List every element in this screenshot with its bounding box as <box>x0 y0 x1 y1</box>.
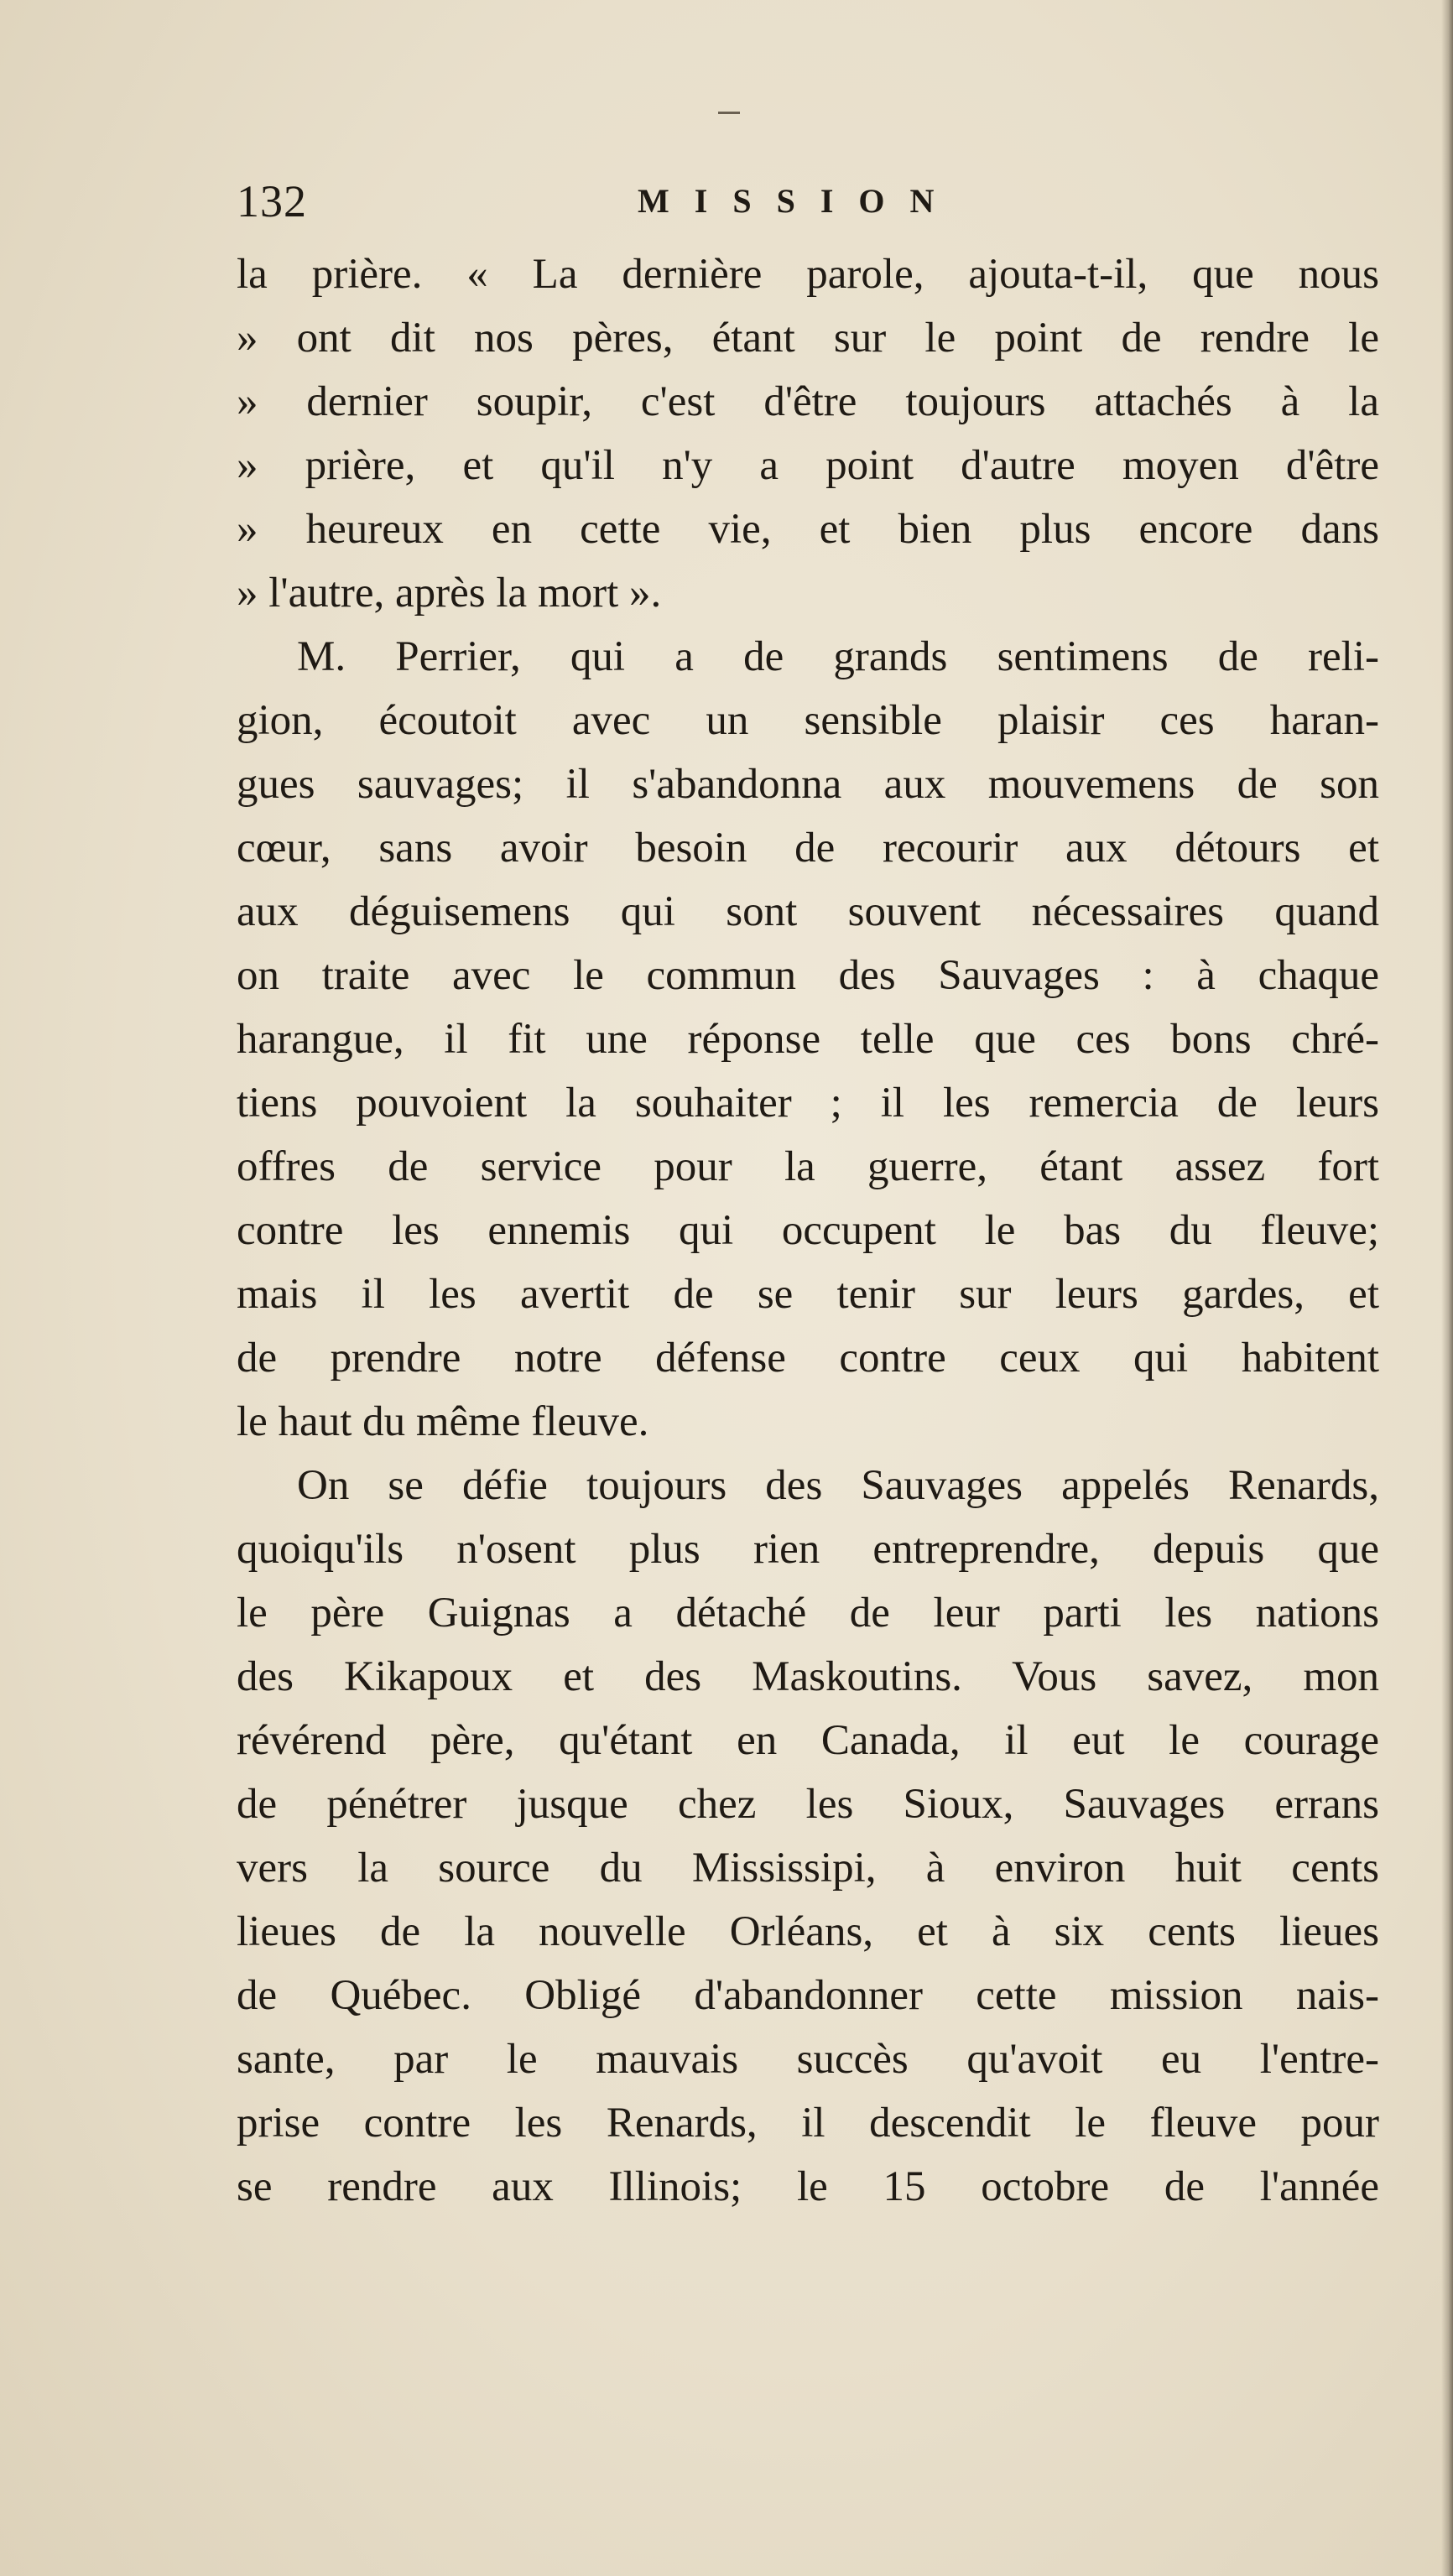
running-head <box>237 172 1226 231</box>
text-line: le père Guignas a détaché de leur parti les nations <box>237 1590 1379 1637</box>
text-line: » heureux en cette vie, et bien plus encore dans <box>237 506 1379 553</box>
text-line: contre les ennemis qui occupent le bas du fleuve; <box>237 1207 1379 1254</box>
page-number: 132 <box>237 176 307 226</box>
text-line: la prière. « La dernière parole, ajouta-t-il, que nous <box>237 251 1379 298</box>
text-line: le haut du même fleuve. <box>237 1398 649 1445</box>
body-text <box>237 242 1379 2219</box>
text-line: de pénétrer jusque chez les Sioux, Sauvages errans <box>237 1781 1379 1828</box>
text-line: cœur, sans avoir besoin de recourir aux détours et <box>237 825 1379 872</box>
text-line: révérend père, qu'étant en Canada, il eut le courage <box>237 1717 1379 1764</box>
text-line: » l'autre, après la mort ». <box>237 570 662 617</box>
text-line: On se défie toujours des Sauvages appelés Renards, <box>297 1462 1379 1509</box>
text-line: lieues de la nouvelle Orléans, et à six cents lieues <box>237 1908 1379 1955</box>
text-line: de Québec. Obligé d'abandonner cette mission nais- <box>237 1972 1379 2019</box>
text-line: aux déguisemens qui sont souvent nécessaires quand <box>237 888 1379 935</box>
text-line: » dernier soupir, c'est d'être toujours attachés à la <box>237 378 1379 425</box>
text-line: vers la source du Mississipi, à environ huit cents <box>237 1845 1379 1892</box>
text-line: prise contre les Renards, il descendit le fleuve pour <box>237 2100 1379 2147</box>
text-line: sante, par le mauvais succès qu'avoit eu l'entre- <box>237 2036 1379 2083</box>
text-line: quoiqu'ils n'osent plus rien entreprendre, depuis que <box>237 1526 1379 1573</box>
text-line: » prière, et qu'il n'y a point d'autre moyen d'être <box>237 442 1379 489</box>
page-edge-shadow <box>1441 0 1453 2576</box>
text-line: harangue, il fit une réponse telle que ces bons chré- <box>237 1016 1379 1063</box>
text-line: tiens pouvoient la souhaiter ; il les remercia de leurs <box>237 1080 1379 1127</box>
text-line: se rendre aux Illinois; le 15 octobre de l'année <box>237 2163 1379 2210</box>
text-line: » ont dit nos pères, étant sur le point de rendre le <box>237 315 1379 362</box>
text-line: gues sauvages; il s'abandonna aux mouvemens de son <box>237 761 1379 808</box>
text-line: M. Perrier, qui a de grands sentimens de reli- <box>297 633 1379 680</box>
text-line: de prendre notre défense contre ceux qui habitent <box>237 1335 1379 1382</box>
text-line: gion, écoutoit avec un sensible plaisir ces haran- <box>237 697 1379 744</box>
text-line: on traite avec le commun des Sauvages : à chaque <box>237 952 1379 999</box>
running-title: MISSION <box>638 182 960 220</box>
text-line: offres de service pour la guerre, étant assez fort <box>237 1143 1379 1190</box>
text-line: des Kikapoux et des Maskoutins. Vous savez, mon <box>237 1653 1379 1700</box>
top-mark <box>718 112 740 114</box>
text-line: mais il les avertit de se tenir sur leurs gardes, et <box>237 1271 1379 1318</box>
